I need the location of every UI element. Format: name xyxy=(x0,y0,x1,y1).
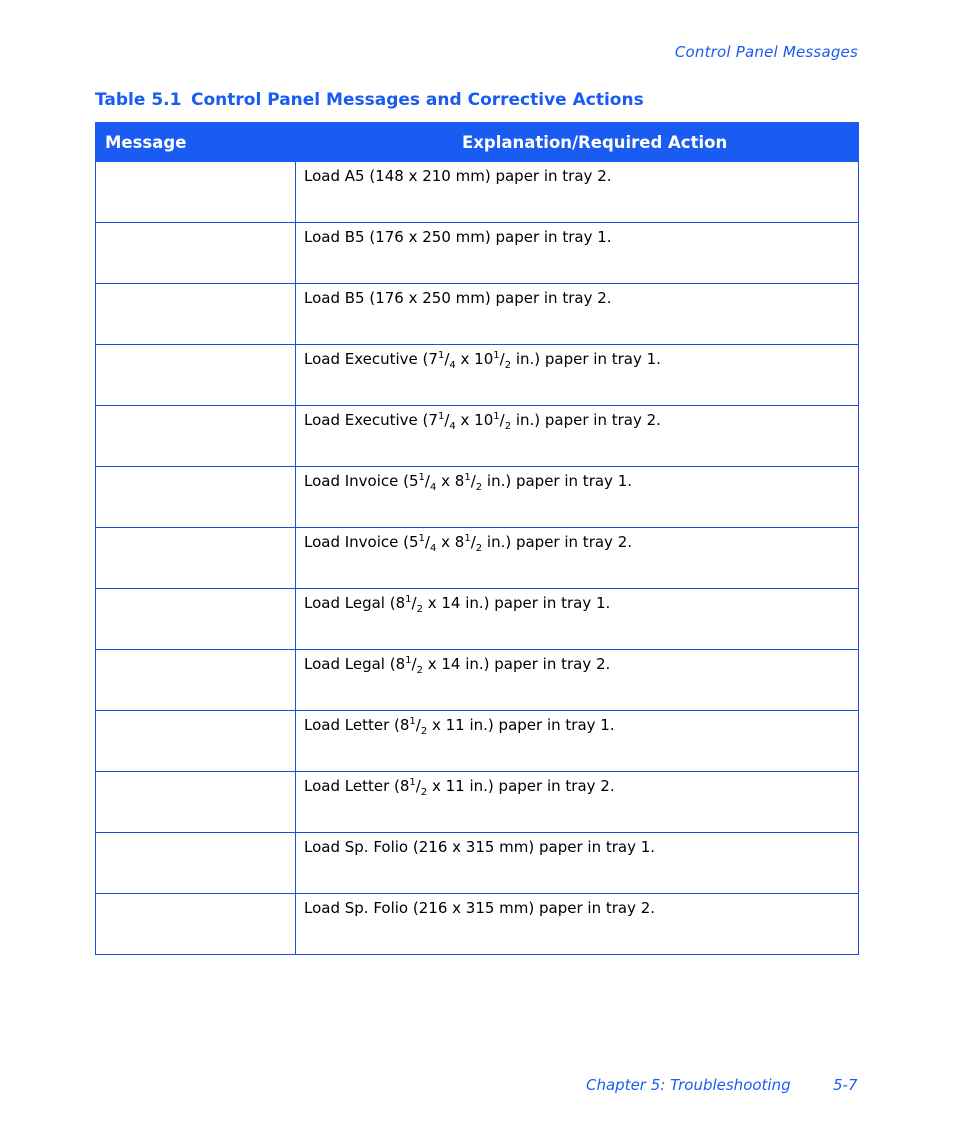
action-cell: Load Invoice ($5^1/_4$ x $8^1/_2$ in.) paper in tray 2. xyxy=(296,528,859,589)
table-row xyxy=(96,406,859,467)
message-cell xyxy=(96,894,296,955)
table-row xyxy=(96,284,859,345)
column-header-action: Explanation/Required Action xyxy=(296,123,859,162)
message-cell xyxy=(96,223,296,284)
table-row xyxy=(96,467,859,528)
action-cell: Load Executive ($7^1/_4$ x $10^1/_2$ in.) paper in tray 1. xyxy=(296,345,859,406)
action-cell: Load Executive ($7^1/_4$ x $10^1/_2$ in.) paper in tray 2. xyxy=(296,406,859,467)
table-header-row xyxy=(96,123,859,162)
message-cell xyxy=(96,284,296,345)
table-row xyxy=(96,223,859,284)
action-cell: Load A5 (148 x 210 mm) paper in tray 2. xyxy=(296,162,859,223)
message-cell xyxy=(96,528,296,589)
action-cell: Load B5 (176 x 250 mm) paper in tray 2. xyxy=(296,284,859,345)
action-cell: Load Sp. Folio (216 x 315 mm) paper in tray 2. xyxy=(296,894,859,955)
table-number: Table 5.1 xyxy=(95,90,182,110)
table-row xyxy=(96,894,859,955)
table-row xyxy=(96,162,859,223)
action-cell: Load B5 (176 x 250 mm) paper in tray 1. xyxy=(296,223,859,284)
action-cell: Load Invoice ($5^1/_4$ x $8^1/_2$ in.) paper in tray 1. xyxy=(296,467,859,528)
message-cell xyxy=(96,406,296,467)
column-header-message: Message xyxy=(96,123,296,162)
table-row xyxy=(96,589,859,650)
message-cell xyxy=(96,589,296,650)
running-header: Control Panel Messages xyxy=(674,43,858,61)
page-number: 5-7 xyxy=(833,1076,858,1094)
action-cell: Load Legal ($8^1/_2$ x 14 in.) paper in tray 2. xyxy=(296,650,859,711)
messages-table xyxy=(95,122,859,955)
table-row xyxy=(96,528,859,589)
message-cell xyxy=(96,650,296,711)
chapter-title: Chapter 5: Troubleshooting xyxy=(586,1076,791,1094)
message-cell xyxy=(96,711,296,772)
message-cell xyxy=(96,162,296,223)
table-row xyxy=(96,772,859,833)
table-caption xyxy=(95,90,644,110)
action-cell: Load Sp. Folio (216 x 315 mm) paper in tray 1. xyxy=(296,833,859,894)
message-cell xyxy=(96,467,296,528)
table-row xyxy=(96,650,859,711)
action-cell: Load Letter ($8^1/_2$ x 11 in.) paper in tray 1. xyxy=(296,711,859,772)
message-cell xyxy=(96,772,296,833)
table-row xyxy=(96,345,859,406)
table-row xyxy=(96,711,859,772)
table-row xyxy=(96,833,859,894)
action-cell: Load Letter ($8^1/_2$ x 11 in.) paper in tray 2. xyxy=(296,772,859,833)
table-title: Control Panel Messages and Corrective Actions xyxy=(191,90,644,110)
message-cell xyxy=(96,345,296,406)
message-cell xyxy=(96,833,296,894)
running-footer xyxy=(586,1076,858,1094)
action-cell: Load Legal ($8^1/_2$ x 14 in.) paper in tray 1. xyxy=(296,589,859,650)
